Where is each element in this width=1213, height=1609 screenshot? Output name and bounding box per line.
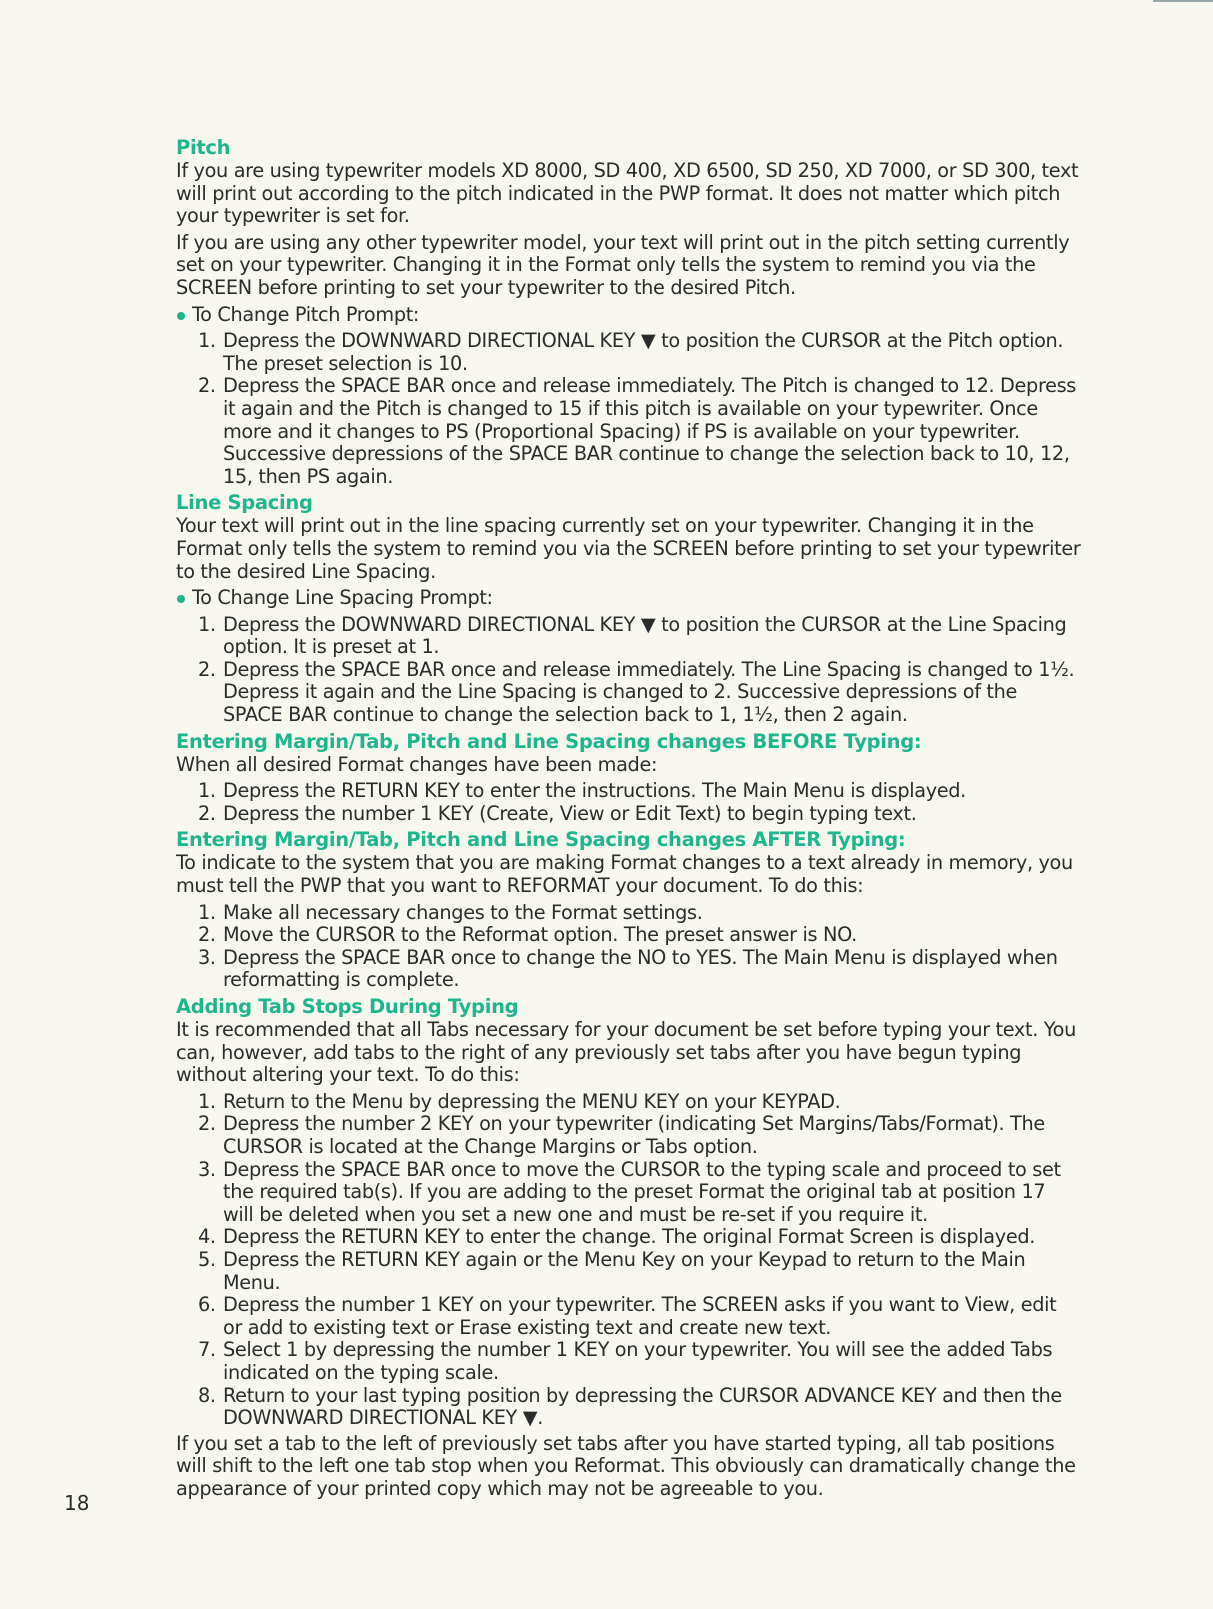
step-text: Depress the RETURN KEY to enter the instructions. The Main Menu is displayed. xyxy=(223,779,966,803)
step-text: Make all necessary changes to the Format settings. xyxy=(223,900,703,924)
step-text: Depress the number 2 KEY on your typewriter (indicating Set Margins/Tabs/Format). The CURSOR is located at the Change Margins or Tabs option. xyxy=(223,1112,1045,1158)
step-text: Return to your last typing position by depressing the CURSOR ADVANCE KEY and then the DOWNWARD DIRECTIONAL KEY ▼. xyxy=(223,1383,1062,1430)
step-text: Depress the SPACE BAR once to change the NO to YES. The Main Menu is displayed when reformatting is complete. xyxy=(223,945,1058,992)
list-item xyxy=(176,330,1081,375)
pitch-heading: Pitch xyxy=(176,136,231,159)
step-number: 1. xyxy=(198,779,216,803)
list-item xyxy=(176,659,1081,727)
step-number: 5. xyxy=(198,1247,216,1271)
step-number: 8. xyxy=(198,1383,216,1407)
pitch-bullet xyxy=(176,304,1081,327)
after-typing-steps xyxy=(176,902,1081,992)
step-text: Depress the DOWNWARD DIRECTIONAL KEY ▼ to position the CURSOR at the Line Spacing option. It is preset at 1. xyxy=(223,612,1067,659)
adding-tabs-steps xyxy=(176,1091,1081,1430)
adding-tabs-paragraph: It is recommended that all Tabs necessary for your document be set before typing your text. You can, however, add tabs to the right of any previously set tabs after you have begun typing without altering your text. To do this: xyxy=(176,1018,1076,1087)
list-item xyxy=(176,1159,1081,1227)
step-text: Depress the RETURN KEY again or the Menu Key on your Keypad to return to the Main Menu. xyxy=(223,1247,1026,1294)
pitch-bullet-label: To Change Pitch Prompt: xyxy=(192,302,420,326)
list-item xyxy=(176,1249,1081,1294)
after-typing-heading: Entering Margin/Tab, Pitch and Line Spacing changes AFTER Typing: xyxy=(176,828,906,852)
step-number: 1. xyxy=(198,329,216,353)
page-number: 18 xyxy=(64,1491,90,1515)
line-spacing-bullet-label: To Change Line Spacing Prompt: xyxy=(192,586,493,610)
step-text: Depress the SPACE BAR once to move the CURSOR to the typing scale and proceed to set the required tab(s). If you are adding to the preset Format the original tab at position 17 will be deleted when you set a new one and must be re-set if you require it. xyxy=(223,1157,1061,1226)
list-item xyxy=(176,614,1081,659)
list-item xyxy=(176,1294,1081,1339)
step-text: Select 1 by depressing the number 1 KEY on your typewriter. You will see the added Tabs indicated on the typing scale. xyxy=(223,1338,1053,1384)
document-body xyxy=(176,136,1081,1504)
list-item xyxy=(176,1339,1081,1384)
step-number: 3. xyxy=(198,1157,216,1181)
list-item xyxy=(176,924,1081,947)
step-number: 1. xyxy=(198,612,216,636)
pitch-paragraph-1: If you are using typewriter models XD 8000, SD 400, XD 6500, SD 250, XD 7000, or SD 300, text will print out according to the pitch indicated in the PWP format. It does not matter which pitch your typewriter is set for. xyxy=(176,159,1079,228)
step-text: Move the CURSOR to the Reformat option. The preset answer is NO. xyxy=(223,923,857,947)
step-number: 7. xyxy=(198,1338,216,1362)
list-item xyxy=(176,803,1081,826)
step-number: 3. xyxy=(198,945,216,969)
line-spacing-steps xyxy=(176,614,1081,727)
line-spacing-paragraph: Your text will print out in the line spacing currently set on your typewriter. Changing it in the Format only tells the system to remind you via the SCREEN before printing to set your typewriter to the desired Line Spacing. xyxy=(176,514,1081,583)
bullet-dot-icon xyxy=(177,595,185,603)
line-spacing-bullet xyxy=(176,587,1081,610)
step-text: Depress the number 1 KEY on your typewriter. The SCREEN asks if you want to View, edit or add to existing text or Erase existing text and create new text. xyxy=(223,1293,1057,1339)
step-number: 4. xyxy=(198,1225,216,1249)
list-item xyxy=(176,1091,1081,1114)
list-item xyxy=(176,1226,1081,1249)
step-text: Return to the Menu by depressing the MENU KEY on your KEYPAD. xyxy=(223,1089,841,1113)
step-text: Depress the SPACE BAR once and release immediately. The Pitch is changed to 12. Depress it again and the Pitch is changed to 15 if this pitch is available on your typewriter. Once more and it changes to PS (Proportional Spacing) if PS is available on your typewriter. Successive depressions of the SPACE BAR continue to change the selection back to 10, 12, 15, then PS again. xyxy=(223,374,1077,488)
step-number: 2. xyxy=(198,1112,216,1136)
corner-mark xyxy=(1153,0,1213,2)
step-number: 6. xyxy=(198,1293,216,1317)
step-number: 2. xyxy=(198,801,216,825)
before-typing-steps xyxy=(176,780,1081,825)
adding-tabs-heading: Adding Tab Stops During Typing xyxy=(176,995,519,1018)
list-item xyxy=(176,902,1081,925)
bullet-dot-icon xyxy=(177,312,185,320)
step-number: 2. xyxy=(198,374,216,398)
list-item xyxy=(176,947,1081,992)
line-spacing-heading: Line Spacing xyxy=(176,491,313,515)
step-number: 2. xyxy=(198,923,216,947)
list-item xyxy=(176,1113,1081,1158)
list-item xyxy=(176,1385,1081,1430)
pitch-paragraph-2: If you are using any other typewriter model, your text will print out in the pitch setting currently set on your typewriter. Changing it in the Format only tells the system to remind you via the SCREEN before printing to set your typewriter to the desired Pitch. xyxy=(176,230,1070,299)
step-text: Depress the DOWNWARD DIRECTIONAL KEY ▼ to position the CURSOR at the Pitch option. The preset selection is 10. xyxy=(223,329,1064,375)
step-text: Depress the RETURN KEY to enter the change. The original Format Screen is displayed. xyxy=(223,1225,1035,1249)
list-item xyxy=(176,375,1081,488)
after-typing-paragraph: To indicate to the system that you are making Format changes to a text already in memory, you must tell the PWP that you want to REFORMAT your document. To do this: xyxy=(176,851,1073,898)
pitch-steps xyxy=(176,330,1081,488)
adding-tabs-closing: If you set a tab to the left of previously set tabs after you have started typing, all tab positions will shift to the left one tab stop when you Reformat. This obviously can dramatically change the appearance of your printed copy which may not be agreeable to you. xyxy=(176,1431,1076,1500)
step-text: Depress the number 1 KEY (Create, View or Edit Text) to begin typing text. xyxy=(223,801,917,825)
before-typing-paragraph: When all desired Format changes have been made: xyxy=(176,752,658,776)
step-text: Depress the SPACE BAR once and release immediately. The Line Spacing is changed to 1½. Depress it again and the Line Spacing is changed to 2. Successive depressions of the SPACE BAR continue to change the selection back to 1, 1½, then 2 again. xyxy=(223,657,1075,727)
step-number: 2. xyxy=(198,657,216,681)
list-item xyxy=(176,780,1081,803)
step-number: 1. xyxy=(198,1089,216,1113)
step-number: 1. xyxy=(198,900,216,924)
before-typing-heading: Entering Margin/Tab, Pitch and Line Spacing changes BEFORE Typing: xyxy=(176,729,922,753)
